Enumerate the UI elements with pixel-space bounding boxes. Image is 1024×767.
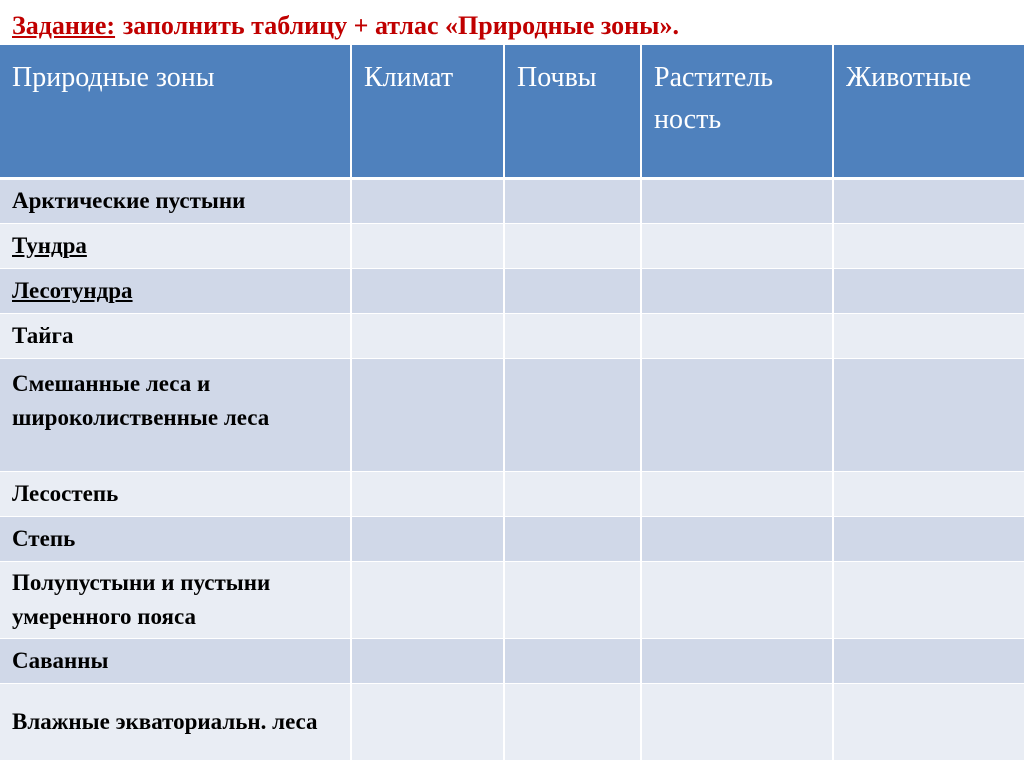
table-header-row [0,45,1024,178]
climate-cell[interactable] [351,358,504,471]
task-title [12,8,679,44]
vegetation-cell[interactable] [641,516,833,561]
zone-name-cell: Лесостепь [0,471,351,516]
vegetation-cell[interactable] [641,223,833,268]
header-vegetation: Раститель ность [641,45,833,178]
header-animals: Животные [833,45,1024,178]
table-row [0,638,1024,683]
zone-name-cell: Тайга [0,313,351,358]
header-natural-zones: Природные зоны [0,45,351,178]
table-row [0,683,1024,760]
climate-cell[interactable] [351,638,504,683]
soils-cell[interactable] [504,358,641,471]
header-soils: Почвы [504,45,641,178]
soils-cell[interactable] [504,178,641,223]
vegetation-cell[interactable] [641,683,833,760]
zone-name-cell: Степь [0,516,351,561]
zone-name-cell [0,268,351,313]
header-climate: Климат [351,45,504,178]
vegetation-cell[interactable] [641,638,833,683]
soils-cell[interactable] [504,561,641,638]
climate-cell[interactable] [351,683,504,760]
climate-cell[interactable] [351,268,504,313]
table-row [0,516,1024,561]
zone-name-cell: Влажные экваториальн. леса [0,683,351,760]
animals-cell[interactable] [833,268,1024,313]
zone-name-cell: Смешанные леса и широколиственные леса [0,358,351,471]
table-row [0,561,1024,638]
table-row [0,223,1024,268]
natural-zones-table [0,45,1024,761]
task-text: заполнить таблицу + атлас «Природные зоны». [122,11,679,40]
soils-cell[interactable] [504,268,641,313]
vegetation-cell[interactable] [641,358,833,471]
table-row [0,313,1024,358]
soils-cell[interactable] [504,223,641,268]
zone-name-cell: Саванны [0,638,351,683]
table-row [0,178,1024,223]
vegetation-cell[interactable] [641,561,833,638]
climate-cell[interactable] [351,313,504,358]
animals-cell[interactable] [833,516,1024,561]
zone-name-cell [0,223,351,268]
animals-cell[interactable] [833,178,1024,223]
soils-cell[interactable] [504,638,641,683]
task-label: Задание: [12,11,116,40]
soils-cell[interactable] [504,516,641,561]
animals-cell[interactable] [833,471,1024,516]
vegetation-cell[interactable] [641,178,833,223]
animals-cell[interactable] [833,313,1024,358]
soils-cell[interactable] [504,313,641,358]
animals-cell[interactable] [833,358,1024,471]
soils-cell[interactable] [504,471,641,516]
animals-cell[interactable] [833,683,1024,760]
climate-cell[interactable] [351,516,504,561]
climate-cell[interactable] [351,471,504,516]
zone-name-text: Тундра [12,232,87,258]
table-row [0,268,1024,313]
zone-name-text: Лесотундра [12,277,133,303]
climate-cell[interactable] [351,223,504,268]
table-row [0,471,1024,516]
animals-cell[interactable] [833,561,1024,638]
soils-cell[interactable] [504,683,641,760]
table-row [0,358,1024,471]
vegetation-cell[interactable] [641,471,833,516]
zone-name-cell: Арктические пустыни [0,178,351,223]
climate-cell[interactable] [351,178,504,223]
vegetation-cell[interactable] [641,313,833,358]
animals-cell[interactable] [833,638,1024,683]
zone-name-cell: Полупустыни и пустыни умеренного пояса [0,561,351,638]
animals-cell[interactable] [833,223,1024,268]
climate-cell[interactable] [351,561,504,638]
vegetation-cell[interactable] [641,268,833,313]
